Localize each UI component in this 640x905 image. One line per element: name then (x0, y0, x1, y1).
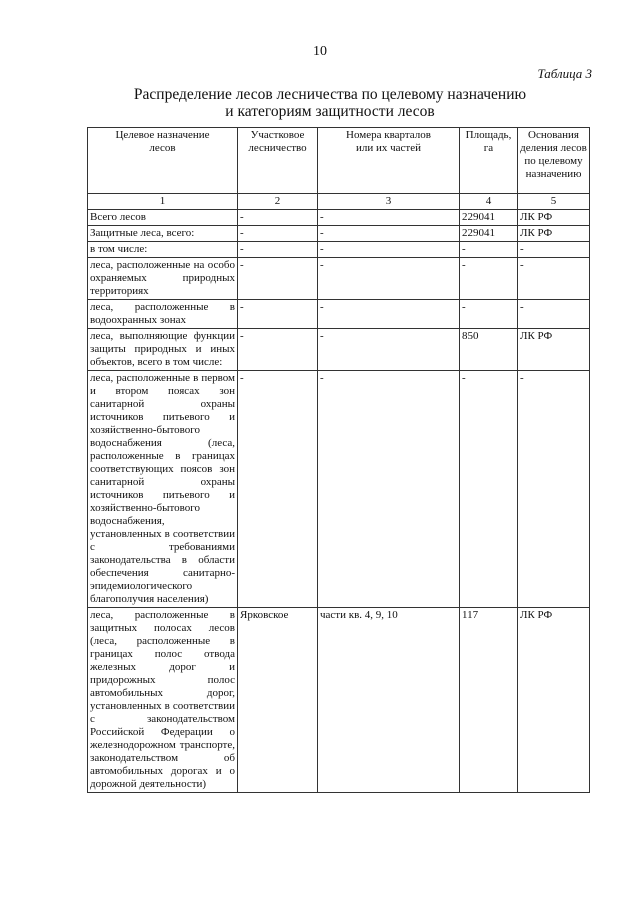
cell-purpose: леса, расположенные в первом и втором поясах зон санитарной охраны источников питьевого и хозяйственно-бытового водоснабжения (леса, расположенные в границах соответствующих поясов зон санитарной охраны источников питьевого и хозяйственно-бытового водоснабжения, установленных в соответствии с требованиями законодательства в области обеспечения санитарно-эпидемиологического благополучия населения) (88, 371, 238, 608)
cell-quarters: - (318, 300, 460, 329)
cell-purpose: леса, расположенные в водоохранных зонах (88, 300, 238, 329)
table-label: Таблица 3 (537, 66, 592, 81)
cell-purpose: в том числе: (88, 242, 238, 258)
cell-quarters: - (318, 258, 460, 300)
table-title (60, 86, 600, 120)
table-row (88, 210, 590, 226)
cell-district: - (238, 258, 318, 300)
cell-purpose: Всего лесов (88, 210, 238, 226)
header-district: Участковое лесничество (238, 128, 318, 194)
cell-basis: - (518, 300, 590, 329)
cell-area: - (460, 258, 518, 300)
cell-area: 229041 (460, 210, 518, 226)
cell-district: Ярковское (238, 608, 318, 793)
forest-distribution-table (87, 127, 590, 793)
cell-district: - (238, 371, 318, 608)
column-number: 4 (460, 194, 518, 210)
cell-basis: - (518, 242, 590, 258)
header-row (88, 128, 590, 194)
cell-basis: ЛК РФ (518, 210, 590, 226)
cell-district: - (238, 329, 318, 371)
cell-purpose: леса, выполняющие функции защиты природных и иных объектов, всего в том числе: (88, 329, 238, 371)
page-number: 10 (313, 44, 327, 59)
table-row (88, 226, 590, 242)
header-basis: Основания деления лесов по целевому назначению (518, 128, 590, 194)
cell-area: - (460, 371, 518, 608)
column-number: 5 (518, 194, 590, 210)
cell-basis: ЛК РФ (518, 329, 590, 371)
cell-district: - (238, 300, 318, 329)
cell-district: - (238, 210, 318, 226)
cell-area: 229041 (460, 226, 518, 242)
cell-basis: ЛК РФ (518, 226, 590, 242)
cell-district: - (238, 242, 318, 258)
cell-quarters: - (318, 371, 460, 608)
table-row (88, 329, 590, 371)
table-row (88, 242, 590, 258)
title-line-1: Распределение лесов лесничества по целевому назначению (133, 86, 527, 103)
cell-quarters: - (318, 226, 460, 242)
cell-purpose: леса, расположенные на особо охраняемых природных территориях (88, 258, 238, 300)
table-row (88, 371, 590, 608)
cell-purpose: Защитные леса, всего: (88, 226, 238, 242)
column-numbers-row (88, 194, 590, 210)
column-number: 3 (318, 194, 460, 210)
cell-quarters: части кв. 4, 9, 10 (318, 608, 460, 793)
column-number: 1 (88, 194, 238, 210)
table-row (88, 258, 590, 300)
cell-purpose: леса, расположенные в защитных полосах лесов (леса, расположенные в границах полос отвода железных дорог и придорожных полос автомобильных дорог, установленных в соответствии с законодательством Российской Федерации о железнодорожном транспорте, законодательством об автомобильных дорогах и о дорожной деятельности) (88, 608, 238, 793)
cell-quarters: - (318, 242, 460, 258)
cell-district: - (238, 226, 318, 242)
cell-area: 117 (460, 608, 518, 793)
cell-area: - (460, 300, 518, 329)
header-area: Площадь, га (460, 128, 518, 194)
cell-basis: - (518, 258, 590, 300)
table-row (88, 608, 590, 793)
cell-basis: - (518, 371, 590, 608)
title-line-2: и категориям защитности лесов (225, 103, 435, 120)
cell-area: 850 (460, 329, 518, 371)
cell-quarters: - (318, 329, 460, 371)
header-quarters: Номера кварталов или их частей (318, 128, 460, 194)
cell-quarters: - (318, 210, 460, 226)
cell-area: - (460, 242, 518, 258)
cell-basis: ЛК РФ (518, 608, 590, 793)
column-number: 2 (238, 194, 318, 210)
table-row (88, 300, 590, 329)
header-purpose: Целевое назначение лесов (88, 128, 238, 194)
